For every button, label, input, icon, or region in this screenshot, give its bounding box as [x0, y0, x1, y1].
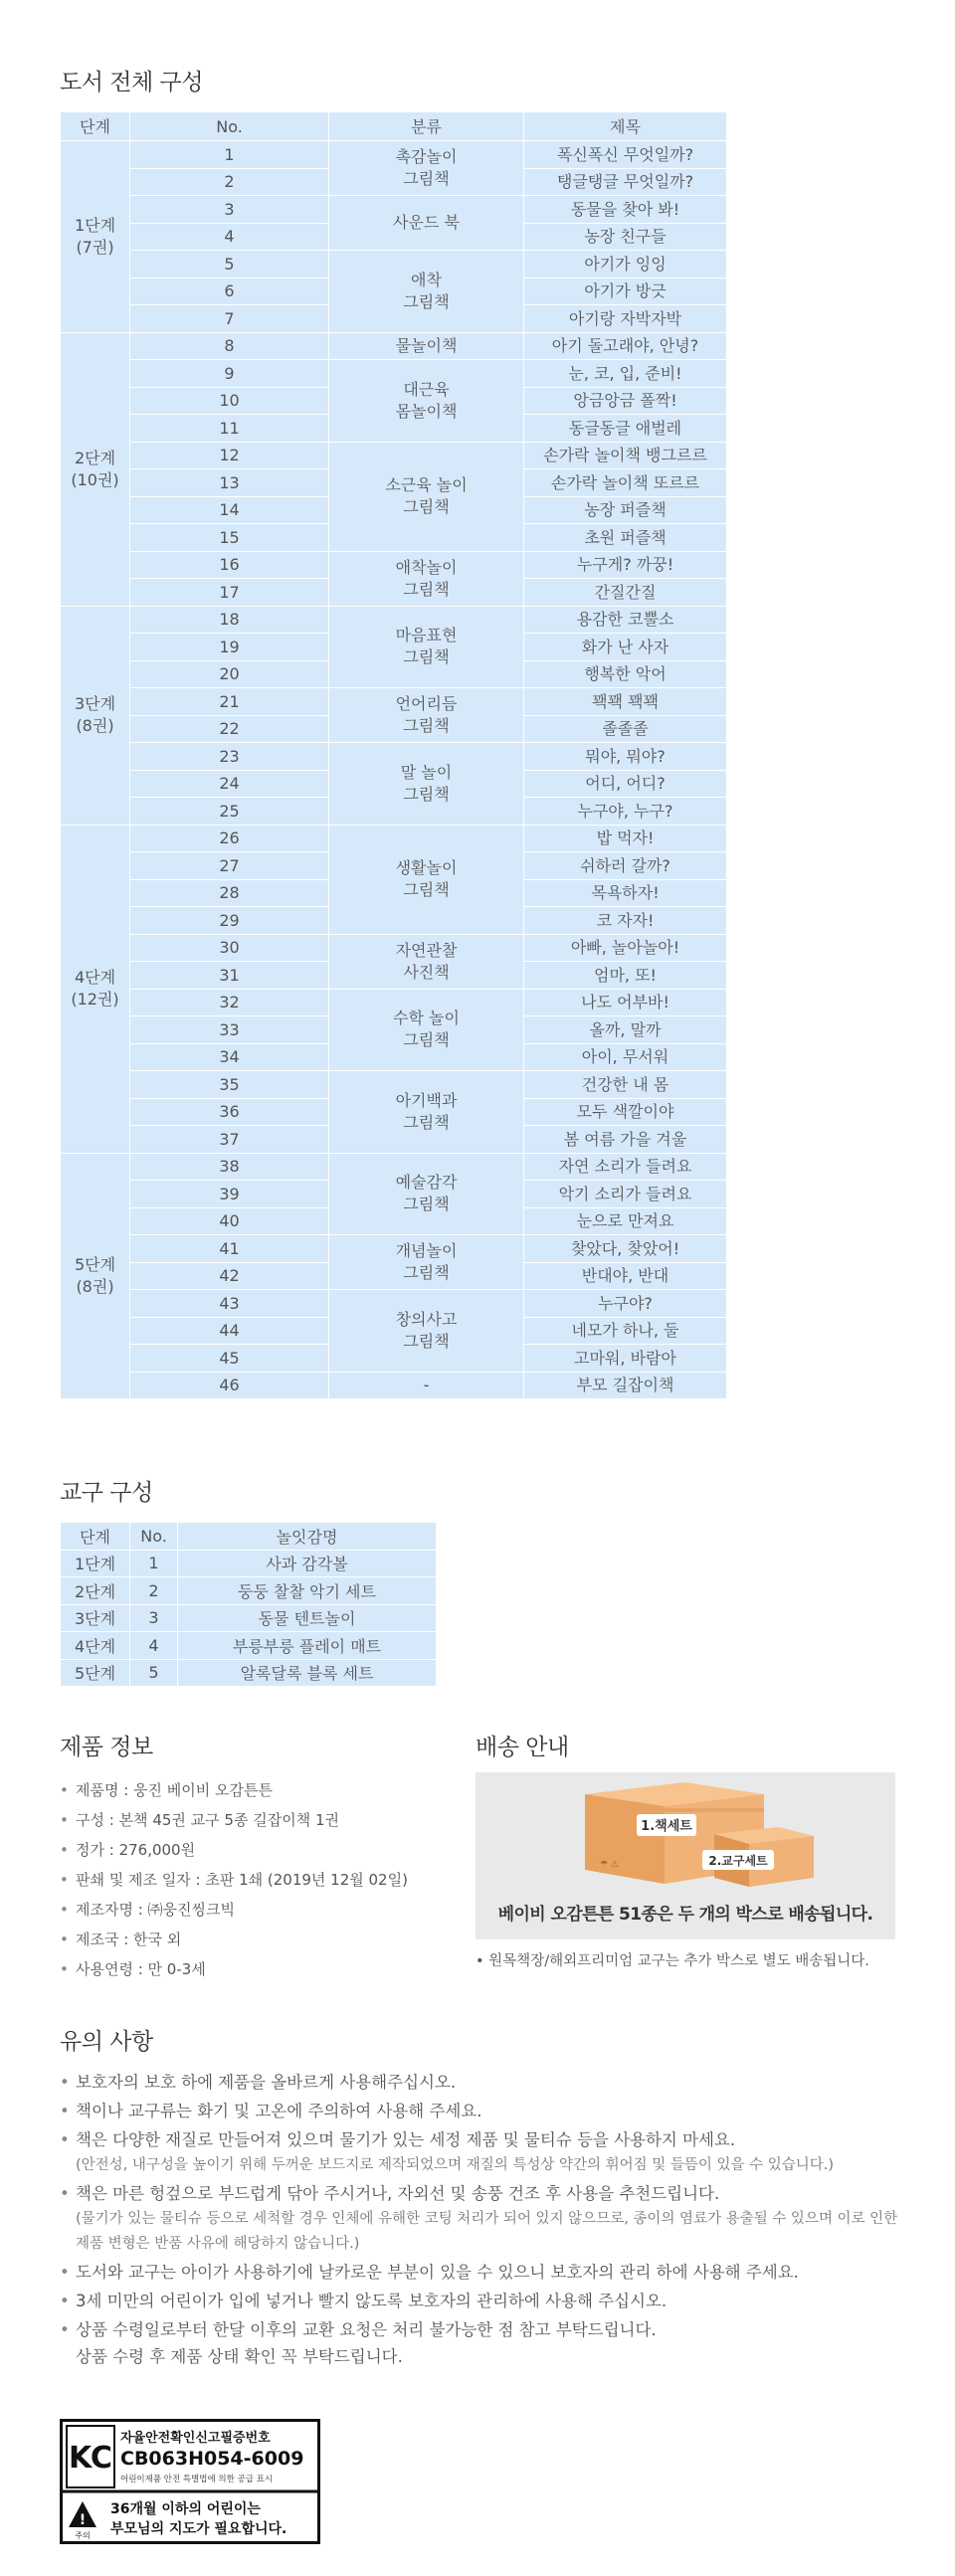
book-number-cell: 7 — [130, 305, 329, 333]
list-item: • 판쇄 및 제조 일자 : 초판 1쇄 (2019년 12월 02일) — [60, 1865, 458, 1895]
tool-number-cell: 5 — [130, 1659, 178, 1687]
book-title-cell: 부모 길잡이책 — [524, 1372, 727, 1399]
svg-text:!: ! — [79, 2512, 87, 2528]
book-title-cell: 눈으로 만져요 — [524, 1207, 727, 1235]
book-number-cell: 42 — [130, 1262, 329, 1290]
tool-number-cell: 1 — [130, 1550, 178, 1577]
table-row — [61, 251, 727, 278]
book-title-cell: 아빠, 놀아놀아! — [524, 934, 727, 962]
category-cell: 사운드 북 — [329, 196, 524, 251]
caution-text: 보호자의 보호 하에 제품을 올바르게 사용해주십시오. — [76, 2073, 457, 2092]
book-number-cell: 37 — [130, 1126, 329, 1154]
table-row — [61, 1071, 727, 1099]
books-header-category: 분류 — [329, 112, 524, 141]
list-item — [60, 2126, 915, 2178]
box1-label: 1.책세트 — [641, 1819, 692, 1834]
book-title-cell: 누구야? — [524, 1290, 727, 1318]
book-title-cell: 손가락 놀이책 뱅그르르 — [524, 442, 727, 469]
book-title-cell: 찾았다, 찾았어! — [524, 1235, 727, 1263]
book-number-cell: 16 — [130, 551, 329, 579]
book-number-cell: 35 — [130, 1071, 329, 1099]
category-cell: 촉감놀이 그림책 — [329, 141, 524, 196]
tool-number-cell: 2 — [130, 1577, 178, 1605]
kc-certification-mark — [60, 2419, 320, 2544]
book-title-cell: 엄마, 또! — [524, 962, 727, 990]
book-number-cell: 5 — [130, 251, 329, 278]
book-title-cell: 눈, 코, 입, 준비! — [524, 360, 727, 388]
books-header-stage: 단계 — [61, 112, 130, 141]
books-header-title: 제목 — [524, 112, 727, 141]
book-title-cell: 모두 색깔이야 — [524, 1098, 727, 1126]
table-row — [61, 360, 727, 388]
book-number-cell: 18 — [130, 606, 329, 634]
table-row — [61, 688, 727, 716]
category-cell: 수학 놀이 그림책 — [329, 989, 524, 1071]
book-number-cell: 11 — [130, 415, 329, 443]
caution-text: 3세 미만의 어린이가 입에 넣거나 빨지 않도록 보호자의 관리하에 사용해 주십시오. — [76, 2292, 668, 2310]
book-number-cell: 22 — [130, 715, 329, 743]
tools-table-body — [61, 1550, 437, 1687]
book-title-cell: 농장 친구들 — [524, 223, 727, 251]
book-number-cell: 4 — [130, 223, 329, 251]
book-title-cell: 코 자자! — [524, 907, 727, 935]
tool-stage-cell: 4단계 — [61, 1632, 130, 1660]
product-info-list — [60, 1775, 458, 1984]
caution-text: 책은 마른 헝겊으로 부드럽게 닦아 주시거나, 자외선 및 송풍 건조 후 사용을 추천드립니다. — [76, 2184, 720, 2203]
book-number-cell: 36 — [130, 1098, 329, 1126]
book-title-cell: 앙금앙금 폴짝! — [524, 387, 727, 415]
category-cell: 생활놀이 그림책 — [329, 825, 524, 934]
category-cell: 물놀이책 — [329, 332, 524, 360]
tool-name-cell: 사과 감각볼 — [178, 1550, 437, 1577]
book-title-cell: 목욕하자! — [524, 879, 727, 907]
table-row — [61, 1659, 437, 1687]
book-title-cell: 반대야, 반대 — [524, 1262, 727, 1290]
book-title-cell: 올까, 말까 — [524, 1016, 727, 1044]
caution-text: 책은 다양한 재질로 만들어져 있으며 물기가 있는 세정 제품 및 물티슈 등을 사용하지 마세요. — [76, 2130, 736, 2149]
tools-header-no: No. — [130, 1523, 178, 1551]
stage-cell: 3단계 (8권) — [61, 606, 130, 825]
cert-code: CB063H054-6009 — [120, 2448, 304, 2470]
category-cell: 마음표현 그림책 — [329, 606, 524, 688]
book-number-cell: 40 — [130, 1207, 329, 1235]
tool-stage-cell: 1단계 — [61, 1550, 130, 1577]
stage-cell: 4단계 (12권) — [61, 825, 130, 1153]
list-item: • 구성 : 본책 45권 교구 5종 길잡이책 1권 — [60, 1805, 458, 1835]
warning-mark-label: 주의 — [75, 2531, 91, 2540]
tool-stage-cell: 5단계 — [61, 1659, 130, 1687]
product-section-title: 제품 정보 — [60, 1735, 153, 1760]
table-row — [61, 196, 727, 224]
book-number-cell: 38 — [130, 1153, 329, 1181]
caution-list — [60, 2069, 915, 2372]
list-item: • 정가 : 276,000원 — [60, 1835, 458, 1865]
book-title-cell: 용감한 코뿔소 — [524, 606, 727, 634]
books-header-no: No. — [130, 112, 329, 141]
book-title-cell: 간질간질 — [524, 579, 727, 607]
book-number-cell: 2 — [130, 168, 329, 196]
list-item — [60, 2069, 915, 2096]
stage-cell: 1단계 (7권) — [61, 141, 130, 333]
category-cell: 예술감각 그림책 — [329, 1153, 524, 1235]
table-row — [61, 1550, 437, 1577]
book-number-cell: 21 — [130, 688, 329, 716]
list-item: • 제조국 : 한국 외 — [60, 1925, 458, 1954]
books-section-title: 도서 전체 구성 — [60, 70, 203, 95]
book-number-cell: 6 — [130, 277, 329, 305]
book-title-cell: 봄 여름 가을 겨울 — [524, 1126, 727, 1154]
book-number-cell: 12 — [130, 442, 329, 469]
book-title-cell: 누구게? 까꿍! — [524, 551, 727, 579]
book-title-cell: 아기 돌고래야, 안녕? — [524, 332, 727, 360]
book-number-cell: 41 — [130, 1235, 329, 1263]
table-row — [61, 1235, 727, 1263]
table-row — [61, 1290, 727, 1318]
book-number-cell: 39 — [130, 1181, 329, 1208]
shipping-note-text: 원목책장/해외프리미엄 교구는 추가 박스로 별도 배송됩니다. — [488, 1953, 869, 1969]
tools-header-stage: 단계 — [61, 1523, 130, 1551]
book-title-cell: 동물을 찾아 봐! — [524, 196, 727, 224]
book-title-cell: 폭신폭신 무엇일까? — [524, 141, 727, 169]
tool-name-cell: 동물 텐트놀이 — [178, 1604, 437, 1632]
book-number-cell: 15 — [130, 524, 329, 552]
table-row — [61, 743, 727, 771]
table-row — [61, 1372, 727, 1399]
caution-subtext: (물기가 있는 물티슈 등으로 세척할 경우 인체에 유해한 코팅 처리가 되어 있지 않으므로, 종이의 염료가 용출될 수 있으며 이로 인한 제품 변형은 반품 사유에 해당하지 않습니다.) — [76, 2211, 898, 2252]
caution-text: 상품 수령일로부터 한달 이후의 교환 요청은 처리 불가능한 점 참고 부탁드립니다. 상품 수령 후 제품 상태 확인 꼭 부탁드립니다. — [76, 2320, 657, 2366]
tool-stage-cell: 2단계 — [61, 1577, 130, 1605]
table-row — [61, 934, 727, 962]
book-title-cell: 초원 퍼즐책 — [524, 524, 727, 552]
warning-line1: 36개월 이하의 어린이는 — [110, 2501, 261, 2517]
book-title-cell: 어디, 어디? — [524, 770, 727, 798]
book-number-cell: 13 — [130, 469, 329, 497]
book-number-cell: 44 — [130, 1317, 329, 1345]
book-title-cell: 꽥꽥 꽥꽥 — [524, 688, 727, 716]
table-row — [61, 825, 727, 852]
book-title-cell: 건강한 내 몸 — [524, 1071, 727, 1099]
list-item — [60, 2098, 915, 2124]
category-cell: 애착놀이 그림책 — [329, 551, 524, 606]
book-number-cell: 17 — [130, 579, 329, 607]
tool-number-cell: 4 — [130, 1632, 178, 1660]
book-title-cell: 밥 먹자! — [524, 825, 727, 852]
category-cell: 소근육 놀이 그림책 — [329, 442, 524, 551]
book-number-cell: 27 — [130, 852, 329, 880]
book-title-cell: 졸졸졸 — [524, 715, 727, 743]
book-title-cell: 누구야, 누구? — [524, 798, 727, 826]
books-table — [60, 111, 727, 1399]
book-number-cell: 46 — [130, 1372, 329, 1399]
book-title-cell: 동글동글 애벌레 — [524, 415, 727, 443]
book-number-cell: 28 — [130, 879, 329, 907]
list-item — [60, 2288, 915, 2314]
book-number-cell: 23 — [130, 743, 329, 771]
book-title-cell: 농장 퍼즐책 — [524, 496, 727, 524]
category-cell: 개념놀이 그림책 — [329, 1235, 524, 1290]
table-row — [61, 551, 727, 579]
tool-name-cell: 알록달록 블록 세트 — [178, 1659, 437, 1687]
caution-text: 도서와 교구는 아이가 사용하기에 날카로운 부분이 있을 수 있으니 보호자의 관리 하에 사용해 주세요. — [76, 2263, 799, 2282]
category-cell: - — [329, 1372, 524, 1399]
tool-stage-cell: 3단계 — [61, 1604, 130, 1632]
table-row — [61, 1577, 437, 1605]
book-number-cell: 1 — [130, 141, 329, 169]
table-row — [61, 442, 727, 469]
list-item — [60, 2180, 915, 2257]
table-row — [61, 141, 727, 169]
book-title-cell: 쉬하러 갈까? — [524, 852, 727, 880]
book-number-cell: 32 — [130, 989, 329, 1016]
category-cell: 언어리듬 그림책 — [329, 688, 524, 743]
book-title-cell: 행복한 악어 — [524, 660, 727, 688]
tools-table — [60, 1522, 437, 1687]
cert-line1: 자율안전확인신고필증번호 — [120, 2431, 271, 2446]
table-row — [61, 332, 727, 360]
table-row — [61, 606, 727, 634]
tool-name-cell: 둥둥 찰찰 악기 세트 — [178, 1577, 437, 1605]
tool-name-cell: 부릉부릉 플레이 매트 — [178, 1632, 437, 1660]
book-number-cell: 14 — [130, 496, 329, 524]
list-item — [60, 2316, 915, 2370]
category-cell: 창의사고 그림책 — [329, 1290, 524, 1373]
warning-line2: 부모님의 지도가 필요합니다. — [110, 2521, 287, 2537]
books-table-body — [61, 141, 727, 1399]
list-item — [60, 2259, 915, 2286]
stage-cell: 2단계 (10권) — [61, 332, 130, 606]
book-number-cell: 43 — [130, 1290, 329, 1318]
book-title-cell: 아이, 무서워 — [524, 1043, 727, 1071]
category-cell: 대근육 몸놀이책 — [329, 360, 524, 443]
book-title-cell: 아기가 방긋 — [524, 277, 727, 305]
book-number-cell: 29 — [130, 907, 329, 935]
book-title-cell: 자연 소리가 들려요 — [524, 1153, 727, 1181]
book-title-cell: 화가 난 사자 — [524, 634, 727, 661]
book-title-cell: 손가락 놀이책 또르르 — [524, 469, 727, 497]
book-number-cell: 19 — [130, 634, 329, 661]
table-row — [61, 1604, 437, 1632]
book-number-cell: 24 — [130, 770, 329, 798]
table-row — [61, 1153, 727, 1181]
book-number-cell: 45 — [130, 1345, 329, 1373]
tool-number-cell: 3 — [130, 1604, 178, 1632]
book-title-cell: 네모가 하나, 둘 — [524, 1317, 727, 1345]
book-title-cell: 나도 어부바! — [524, 989, 727, 1016]
book-number-cell: 8 — [130, 332, 329, 360]
shipping-boxes-illustration — [476, 1772, 895, 1892]
shipping-caption: 베이비 오감튼튼 51종은 두 개의 박스로 배송됩니다. — [497, 1905, 873, 1925]
shipping-banner — [476, 1772, 895, 1939]
cert-line2: 어린이제품 안전 특별법에 의한 공급 표시 — [120, 2475, 274, 2484]
book-title-cell: 탱글탱글 무엇일까? — [524, 168, 727, 196]
book-title-cell: 아기가 잉잉 — [524, 251, 727, 278]
book-number-cell: 26 — [130, 825, 329, 852]
book-number-cell: 30 — [130, 934, 329, 962]
stage-cell: 5단계 (8권) — [61, 1153, 130, 1399]
caution-text: 책이나 교구류는 화기 및 고온에 주의하여 사용해 주세요. — [76, 2102, 482, 2120]
book-number-cell: 31 — [130, 962, 329, 990]
shipping-note: • 원목책장/해외프리미엄 교구는 추가 박스로 별도 배송됩니다. — [476, 1953, 869, 1969]
book-title-cell: 고마워, 바람아 — [524, 1345, 727, 1373]
book-title-cell: 악기 소리가 들려요 — [524, 1181, 727, 1208]
book-number-cell: 33 — [130, 1016, 329, 1044]
category-cell: 아기백과 그림책 — [329, 1071, 524, 1154]
caution-section-title: 유의 사항 — [60, 2029, 153, 2055]
book-number-cell: 25 — [130, 798, 329, 826]
book-number-cell: 20 — [130, 660, 329, 688]
list-item: • 사용연령 : 만 0-3세 — [60, 1954, 458, 1984]
table-row — [61, 989, 727, 1016]
kc-logo: KC — [69, 2441, 112, 2476]
box2-label: 2.교구세트 — [708, 1854, 768, 1868]
svg-text:☂ ⚠: ☂ ⚠ — [600, 1860, 619, 1870]
book-number-cell: 34 — [130, 1043, 329, 1071]
category-cell: 자연관찰 사진책 — [329, 934, 524, 989]
list-item: • 제품명 : 웅진 베이비 오감튼튼 — [60, 1775, 458, 1805]
caution-subtext: (안전성, 내구성을 높이기 위해 두꺼운 보드지로 제작되었으며 재질의 특성상 약간의 휘어짐 및 들뜸이 있을 수 있습니다.) — [76, 2157, 835, 2173]
book-number-cell: 9 — [130, 360, 329, 388]
tools-section-title: 교구 구성 — [60, 1480, 153, 1506]
table-row — [61, 1632, 437, 1660]
book-number-cell: 10 — [130, 387, 329, 415]
list-item: • 제조자명 : ㈜웅진씽크빅 — [60, 1895, 458, 1925]
shipping-section-title: 배송 안내 — [476, 1735, 569, 1760]
book-title-cell: 뭐야, 뭐야? — [524, 743, 727, 771]
book-number-cell: 3 — [130, 196, 329, 224]
category-cell: 말 놀이 그림책 — [329, 743, 524, 826]
category-cell: 애착 그림책 — [329, 251, 524, 333]
book-title-cell: 아기랑 자박자박 — [524, 305, 727, 333]
tools-header-name: 놀잇감명 — [178, 1523, 437, 1551]
